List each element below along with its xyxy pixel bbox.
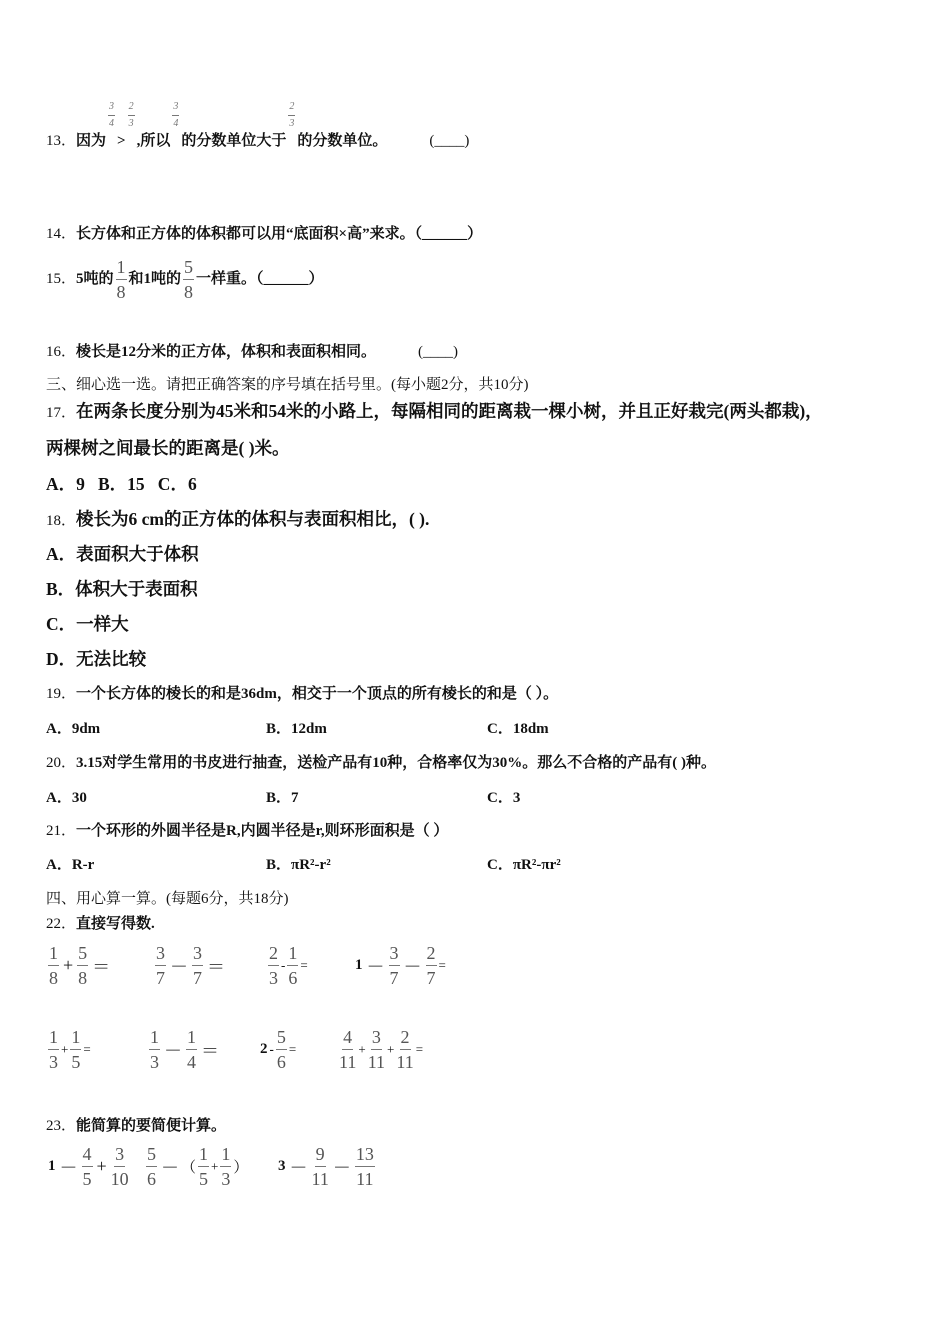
q20-option-a[interactable]: A．30 (46, 790, 87, 806)
calc-1-3-plus-1-5 (46, 1028, 91, 1071)
equals-sign: ＝ (92, 956, 111, 977)
q19-option-b[interactable]: B．12dm (266, 721, 327, 737)
question-14 (46, 222, 482, 243)
equals-sign: = (415, 1041, 424, 1057)
left-paren: （ (181, 1160, 197, 1176)
greater-than: > (117, 132, 126, 149)
right-paren: ） (233, 1160, 249, 1176)
q15-text-2: 和1吨的 (128, 270, 182, 287)
equals-sign: = (288, 1041, 297, 1057)
section-3-heading: 三、细心选一选。请把正确答案的序号填在括号里。(每小题2分，共10分) (46, 377, 529, 393)
equals-sign: = (300, 957, 308, 973)
plus-sign: + (96, 1156, 107, 1176)
question-15 (46, 258, 324, 301)
minus-sign: － (332, 1157, 351, 1178)
calc-1-minus-3-7-minus-2-7 (353, 944, 446, 987)
fraction: $\frac{4}{5}$ (82, 1144, 92, 1189)
whole-number: 1 (355, 957, 363, 973)
q13-text-1: 因为 (76, 132, 107, 149)
question-number: 19． (46, 686, 77, 702)
equals-sign: ＝ (201, 1040, 219, 1061)
question-22 (46, 912, 155, 933)
calc-2-3-minus-1-6 (266, 944, 308, 987)
q21-option-b[interactable]: B．πR²-r² (266, 857, 331, 873)
question-number: 18． (46, 513, 77, 529)
minus-sign: - (269, 1041, 274, 1057)
fraction: $\frac{3}{7}$ (156, 943, 165, 988)
q19-option-c[interactable]: C．18dm (487, 721, 549, 737)
calc-2-minus-5-6 (258, 1028, 296, 1071)
q13-text-2: ,所以 (136, 132, 171, 149)
q18-text: 棱长为6 cm的正方体的体积与表面积相比，( ). (76, 509, 430, 529)
fraction: $\frac{5}{6}$ (147, 1144, 156, 1189)
section-4-heading: 四、用心算一算。(每题6分，共18分) (46, 891, 289, 907)
question-20 (46, 751, 716, 772)
equals-sign: ＝ (207, 956, 225, 977)
fraction-1-8: $\frac{1}{8}$ (116, 257, 126, 302)
plus-sign: + (387, 1041, 395, 1057)
question-17-line-2: 两棵树之间最长的距离是( )米。 (46, 438, 290, 458)
question-number: 16． (46, 344, 77, 360)
fraction-2-3: $\frac{2}{3}$ (128, 101, 134, 129)
fraction: $\frac{3}{7}$ (389, 943, 399, 988)
fraction-2-3-b: $\frac{2}{3}$ (289, 101, 295, 129)
q15-text-1: 5吨的 (76, 270, 114, 287)
q17-text-1: 在两条长度分别为45米和54米的小路上，每隔相同的距离栽一棵小树，并且正好栽完(两头都栽)， (76, 401, 823, 421)
fraction: $\frac{1}{5}$ (71, 1027, 81, 1072)
q19-option-a[interactable]: A．9dm (46, 721, 101, 737)
question-number: 20． (46, 755, 77, 771)
fraction: $\frac{3}{7}$ (193, 943, 202, 988)
q18-option-b[interactable]: B．体积大于表面积 (46, 579, 198, 599)
minus-sign: － (289, 1157, 308, 1178)
question-23 (46, 1114, 226, 1135)
plus-sign: + (63, 955, 74, 975)
question-16 (46, 340, 458, 361)
q20-text: 3.15对学生常用的书皮进行抽查，送检产品有10种，合格率仅为30%。那么不合格的产品有( )种。 (76, 755, 717, 771)
question-number: 23． (46, 1118, 77, 1134)
fraction: $\frac{1}{8}$ (49, 943, 58, 988)
q18-option-a[interactable]: A．表面积大于体积 (46, 544, 199, 564)
fraction: $\frac{2}{3}$ (269, 943, 278, 988)
plus-sign: + (211, 1158, 219, 1174)
q17-options[interactable]: A．9 B．15 C．6 (46, 474, 197, 494)
question-17-line-1 (46, 398, 823, 423)
question-18 (46, 506, 429, 531)
question-number: 15． (46, 270, 77, 287)
question-number: 22． (46, 916, 77, 932)
minus-sign: － (59, 1157, 78, 1178)
fraction: $\frac{1}{3}$ (221, 1144, 231, 1189)
fraction-5-8: $\frac{5}{8}$ (184, 257, 194, 302)
q14-text: 长方体和正方体的体积都可以用“底面积×高”来求。（______） (76, 226, 483, 242)
fraction: $\frac{9}{11}$ (311, 1144, 329, 1189)
whole-number: 2 (260, 1041, 268, 1057)
fraction-3-4-b: $\frac{3}{4}$ (173, 101, 179, 129)
fraction: $\frac{1}{3}$ (150, 1027, 159, 1072)
question-number: 14． (46, 226, 77, 242)
question-19 (46, 682, 558, 703)
calc-3-minus-9-11-minus-13-11 (276, 1145, 377, 1188)
calc-1-minus-4-5-plus-3-10 (46, 1145, 131, 1188)
fraction: $\frac{1}{3}$ (49, 1027, 58, 1072)
fraction: $\frac{3}{11}$ (367, 1027, 386, 1072)
q18-option-d[interactable]: D．无法比较 (46, 649, 147, 669)
question-number: 17． (46, 405, 77, 421)
fraction: $\frac{1}{5}$ (199, 1144, 209, 1189)
equals-sign: = (438, 957, 446, 973)
answer-blank[interactable]: (____) (429, 132, 470, 149)
fraction: $\frac{4}{11}$ (339, 1027, 357, 1072)
answer-blank[interactable]: (____) (418, 344, 459, 360)
q15-text-3: 一样重。（______） (196, 270, 324, 287)
fraction: $\frac{13}{11}$ (355, 1144, 374, 1189)
question-13 (46, 101, 470, 155)
calc-1-8-plus-5-8 (46, 944, 112, 987)
fraction: $\frac{5}{6}$ (276, 1027, 286, 1072)
question-number: 21． (46, 823, 77, 839)
minus-sign: － (164, 1040, 182, 1061)
fraction: $\frac{1}{6}$ (288, 943, 298, 988)
minus-sign: － (170, 956, 188, 977)
fraction: $\frac{5}{8}$ (78, 943, 88, 988)
q21-text: 一个环形的外圆半径是R,内圆半径是r,则环形面积是（ ） (76, 823, 449, 839)
question-21 (46, 819, 448, 840)
minus-sign: － (161, 1157, 179, 1178)
fraction: $\frac{1}{4}$ (187, 1027, 196, 1072)
q13-text-3: 的分数单位大于 (181, 132, 287, 149)
q22-text: 直接写得数. (76, 916, 155, 932)
calc-3-7-minus-3-7 (153, 944, 227, 987)
plus-sign: + (358, 1041, 366, 1057)
fraction: $\frac{3}{10}$ (110, 1144, 129, 1189)
equals-sign: = (83, 1041, 91, 1057)
q20-option-b[interactable]: B．7 (266, 790, 299, 806)
whole-number: 1 (48, 1158, 56, 1174)
q19-text: 一个长方体的棱长的和是36dm，相交于一个顶点的所有棱长的和是（ ）。 (76, 686, 559, 702)
whole-number: 3 (278, 1158, 286, 1174)
q23-text: 能简算的要简便计算。 (76, 1118, 227, 1134)
calc-1-3-minus-1-4 (147, 1028, 221, 1071)
question-number: 13． (46, 132, 77, 149)
minus-sign: - (281, 957, 286, 973)
fraction-3-4: $\frac{3}{4}$ (109, 101, 115, 129)
calc-5-6-minus-paren (144, 1145, 248, 1188)
q18-option-c[interactable]: C．一样大 (46, 614, 129, 634)
calc-4-11-plus-3-11-plus-2-11 (337, 1028, 423, 1071)
fraction: $\frac{2}{7}$ (426, 943, 436, 988)
minus-sign: － (403, 956, 422, 977)
minus-sign: － (366, 956, 385, 977)
plus-sign: + (61, 1041, 69, 1057)
q13-text-4: 的分数单位。 (297, 132, 388, 149)
q21-option-a[interactable]: A．R-r (46, 857, 95, 873)
q20-option-c[interactable]: C．3 (487, 790, 521, 806)
q21-option-c[interactable]: C．πR²-πr² (487, 857, 561, 873)
fraction: $\frac{2}{11}$ (396, 1027, 414, 1072)
q16-text: 棱长是12分米的正方体，体积和表面积相同。 (76, 344, 377, 360)
